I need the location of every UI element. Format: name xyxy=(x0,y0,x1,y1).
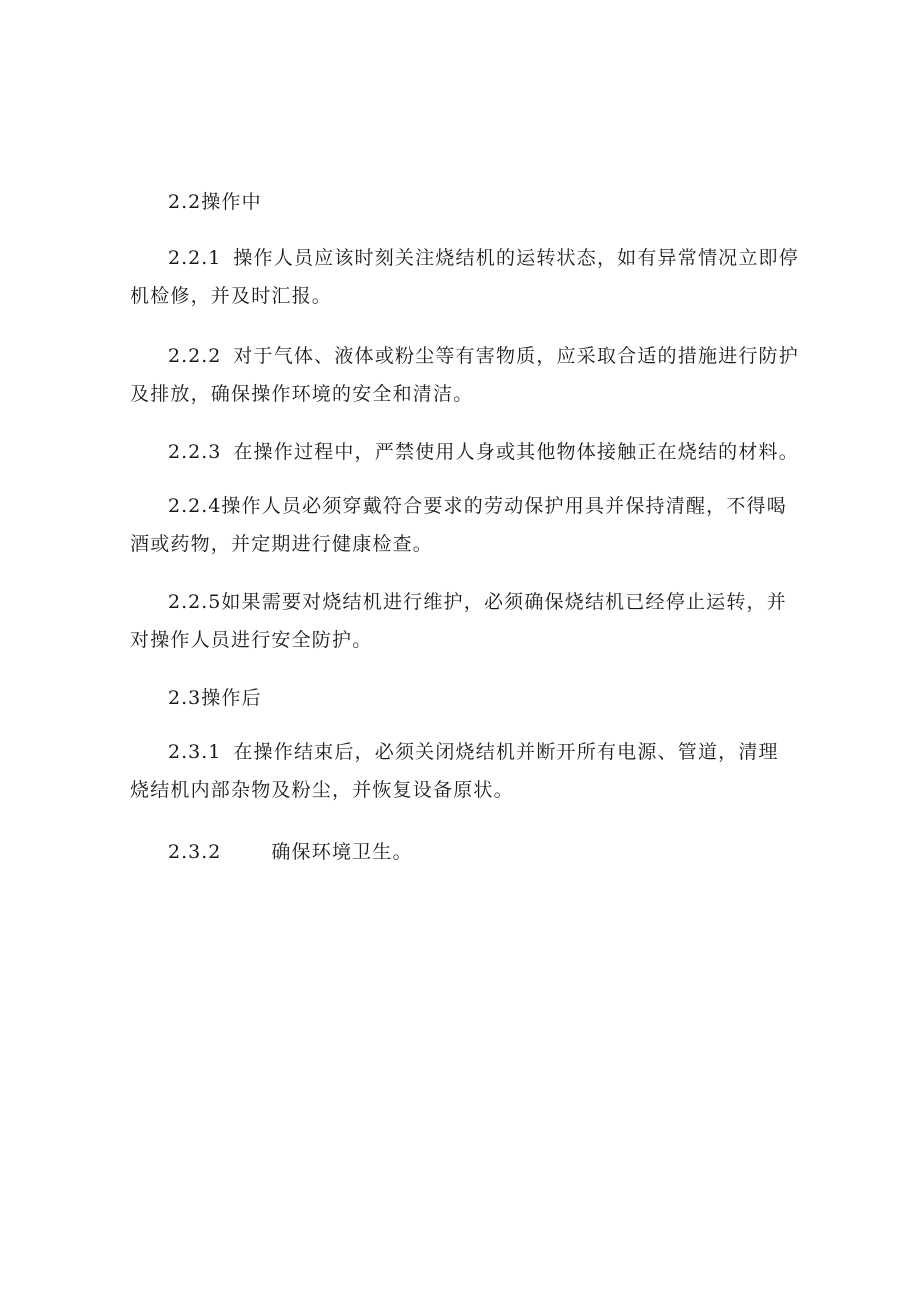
clause-text-line1: 如果需要对烧结机进行维护，必须确保烧结机已经停止运转，并 xyxy=(221,591,787,613)
clause-text-line2: 烧结机内部杂物及粉尘，并恢复设备原状。 xyxy=(130,779,514,801)
section-title: 操作后 xyxy=(201,687,262,709)
clause-number: 2.2.5 xyxy=(168,591,222,613)
clause-text-line1: 操作人员必须穿戴符合要求的劳动保护用具并保持清醒，不得喝 xyxy=(221,495,787,517)
clause-text-line2: 对操作人员进行安全防护。 xyxy=(130,629,373,651)
section-title: 操作中 xyxy=(201,191,262,213)
clause-text-line2: 酒或药物，并定期进行健康检查。 xyxy=(130,533,434,555)
clause-number: 2.2.2 xyxy=(168,345,222,367)
clause-number: 2.2.1 xyxy=(168,247,222,269)
clause-text-line1: 在操作结束后，必须关闭烧结机并断开所有电源、管道，清理 xyxy=(233,741,779,763)
section-number: 2.3 xyxy=(168,687,202,709)
clause-number: 2.2.3 xyxy=(168,441,222,463)
clause-text-line1: 确保环境卫生。 xyxy=(271,841,413,863)
clause-text-line2: 机检修，并及时汇报。 xyxy=(130,285,333,307)
clause-number: 2.2.4 xyxy=(168,495,222,517)
clause-text-line1: 对于气体、液体或粉尘等有害物质，应采取合适的措施进行防护 xyxy=(233,345,799,367)
clause-number: 2.3.1 xyxy=(168,741,222,763)
clause-number: 2.3.2 xyxy=(168,841,222,863)
section-number: 2.2 xyxy=(168,191,202,213)
clause-text-line1: 在操作过程中，严禁使用人身或其他物体接触正在烧结的材料。 xyxy=(233,441,799,463)
clause-text-line2: 及排放，确保操作环境的安全和清洁。 xyxy=(130,383,474,405)
clause-text-line1: 操作人员应该时刻关注烧结机的运转状态，如有异常情况立即停 xyxy=(233,247,799,269)
